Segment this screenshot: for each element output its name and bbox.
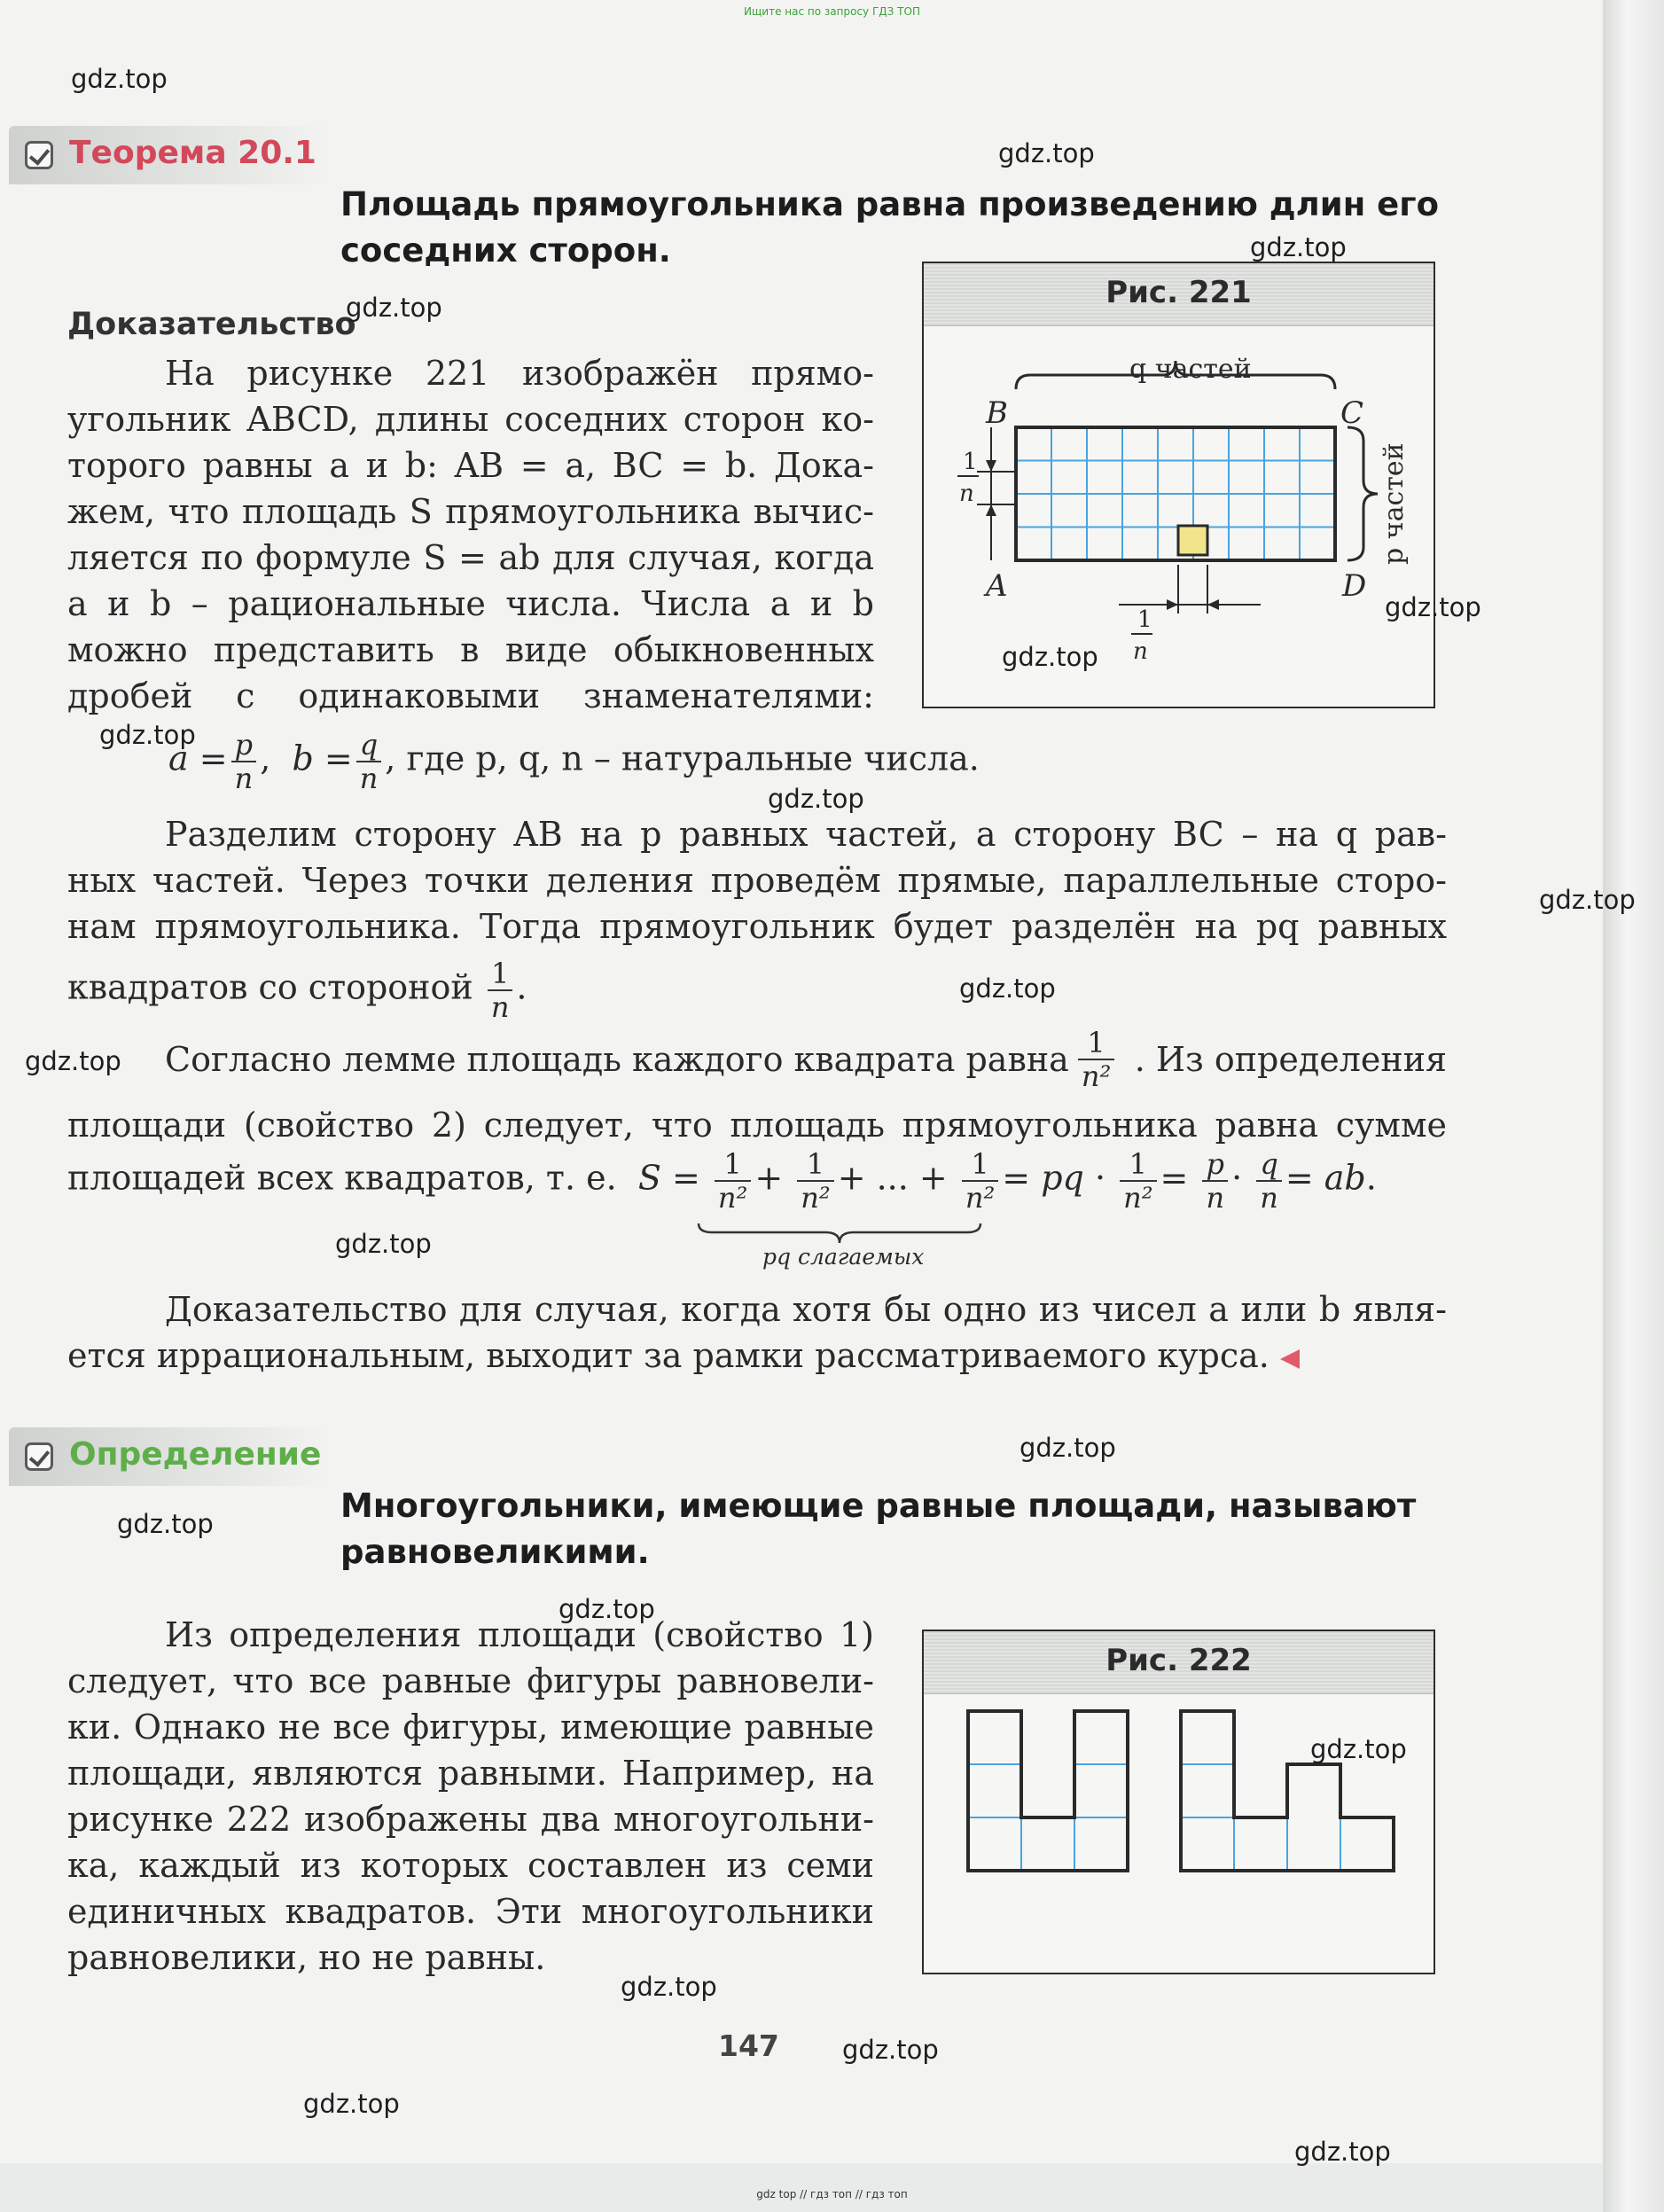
text-line: На рисунке 221 изображён прямо- <box>165 354 874 393</box>
bottom-n: n <box>1133 638 1148 665</box>
watermark[interactable]: gdz.top <box>1385 592 1481 622</box>
watermark[interactable]: gdz.top <box>1250 232 1347 262</box>
definition-statement: Многоугольники, имеющие равные площади, называют равновеликими. <box>340 1487 1417 1571</box>
definition-label: Определение <box>69 1436 322 1473</box>
checkmark-icon <box>25 1442 53 1471</box>
unit-grid <box>1016 427 1335 560</box>
text-line: Разделим сторону AB на p равных частей, а сторону BC – на q рав- <box>165 815 1447 854</box>
figure-222-title: Рис. 222 <box>924 1631 1434 1694</box>
area-formula: площадей всех квадратов, т. е. S = $\frac{1}{\text{n²}}$ + $\frac{1}{\text{n²}}$ + ... + $\frac{1}{\text{n²}}$ = pq · $\frac{1}{\text{n²}}$ = $\frac{p}{n}$ · $\frac{q}{n}$ = ab. <box>67 1147 1377 1215</box>
figure-221 <box>922 262 1435 708</box>
text-line: угольник ABCD, длины соседних сторон ко- <box>67 400 874 439</box>
figure-221-title: Рис. 221 <box>924 263 1434 326</box>
polygon-1 <box>968 1711 1128 1871</box>
watermark[interactable]: gdz.top <box>1539 885 1636 915</box>
vertex-c: C <box>1340 395 1364 431</box>
text-line: следует, что все равные фигуры равновели- <box>67 1661 874 1700</box>
side-n: n <box>959 481 974 507</box>
text-line: площади (свойство 2) следует, что площадь прямоугольника равна сумме <box>67 1106 1447 1145</box>
highlighted-unit-square <box>1178 526 1207 555</box>
vertex-d: D <box>1342 568 1367 604</box>
fraction-formula: a = $\frac{p}{n}$ , b = $\frac{q}{n}$ , где p, q, n – натуральные числа. <box>168 728 980 795</box>
text-line: ка, каждый из которых составлен из семи <box>67 1846 874 1885</box>
figure-222 <box>922 1630 1435 1974</box>
text-line: можно представить в виде обыкновенных <box>67 630 874 669</box>
underbrace-label: pq слагаемых <box>762 1244 925 1270</box>
watermark[interactable]: gdz.top <box>998 138 1095 168</box>
formula-tail: , где p, q, n – натуральные числа. <box>385 739 980 778</box>
theorem-statement: Площадь прямоугольника равна произведению длин его соседних сторон. <box>340 185 1439 270</box>
page-number: 147 <box>718 2028 779 2063</box>
watermark[interactable]: gdz.top <box>25 1046 121 1076</box>
checkmark-icon <box>25 141 53 169</box>
text-line: квадратов со стороной $\frac{1}{n}$ . <box>67 957 527 1024</box>
watermark[interactable]: gdz.top <box>559 1594 655 1624</box>
end-of-proof-icon <box>1280 1349 1300 1369</box>
text-line: единичных квадратов. Эти многоугольники <box>67 1892 874 1931</box>
watermark[interactable]: gdz.top <box>959 973 1056 1004</box>
figure-221-drawing <box>924 263 1434 707</box>
text-line: Согласно лемме площадь каждого квадрата равна $\frac{1}{\text{n²}}$ . Из определения <box>165 1026 1447 1093</box>
text-line: равновелики, но не равны. <box>67 1938 546 1977</box>
watermark[interactable]: gdz.top <box>1002 642 1098 672</box>
text-line: жем, что площадь S прямоугольника вычис- <box>67 492 874 531</box>
watermark[interactable]: gdz.top <box>1019 1433 1116 1463</box>
text-line: ляется по формуле S = ab для случая, когда <box>67 538 874 577</box>
p-parts-label: p частей <box>1379 442 1410 565</box>
watermark[interactable]: gdz.top <box>71 64 168 94</box>
theorem-tag <box>9 126 328 184</box>
watermark[interactable]: gdz.top <box>346 293 442 323</box>
watermark[interactable]: gdz.top <box>842 2035 939 2065</box>
watermark[interactable]: gdz.top <box>1310 1734 1407 1764</box>
q-parts-label: q частей <box>1129 354 1252 385</box>
page-edge <box>1603 0 1664 2212</box>
side-one: 1 <box>963 449 978 475</box>
text-line: площади, являются равными. Например, на <box>67 1754 874 1793</box>
text-line: Из определения площади (свойство 1) <box>165 1615 874 1654</box>
watermark[interactable]: gdz.top <box>117 1509 214 1539</box>
theorem-label: Теорема 20.1 <box>69 135 316 171</box>
right-brace <box>1348 427 1378 560</box>
vertex-a: A <box>986 568 1008 604</box>
definition-tag <box>9 1427 328 1486</box>
text-line: ных частей. Через точки деления проведём прямые, параллельные сторо- <box>67 861 1447 900</box>
figure-222-drawing <box>924 1631 1434 1973</box>
text-line: ется иррациональным, выходит за рамки рассматриваемого курса. <box>67 1333 1300 1379</box>
watermark[interactable]: gdz.top <box>303 2089 400 2119</box>
watermark[interactable]: gdz.top <box>1294 2137 1391 2167</box>
footer-link[interactable]: gdz top // гдз топ // гдз топ <box>756 2188 908 2200</box>
text-line: торого равны a и b: AB = a, BC = b. Дока- <box>67 446 874 485</box>
header-link[interactable]: Ищите нас по запросу ГДЗ ТОП <box>744 5 920 18</box>
watermark[interactable]: gdz.top <box>99 720 196 750</box>
proof-heading: Доказательство <box>67 307 356 342</box>
text-line: ки. Однако не все фигуры, имеющие равные <box>67 1708 874 1747</box>
watermark[interactable]: gdz.top <box>621 1972 717 2002</box>
text-line: Доказательство для случая, когда хотя бы одно из чисел a или b явля- <box>165 1290 1447 1329</box>
text-line: рисунке 222 изображены два многоугольни- <box>67 1800 874 1839</box>
bottom-one: 1 <box>1137 606 1152 633</box>
vertex-b: B <box>986 395 1008 431</box>
text-line: нам прямоугольника. Тогда прямоугольник будет разделён на pq равных <box>67 907 1447 946</box>
watermark[interactable]: gdz.top <box>335 1229 432 1259</box>
text-line: дробей с одинаковыми знаменателями: <box>67 676 874 715</box>
watermark[interactable]: gdz.top <box>768 784 864 814</box>
text-line: a и b – рациональные числа. Числа a и b <box>67 584 874 623</box>
